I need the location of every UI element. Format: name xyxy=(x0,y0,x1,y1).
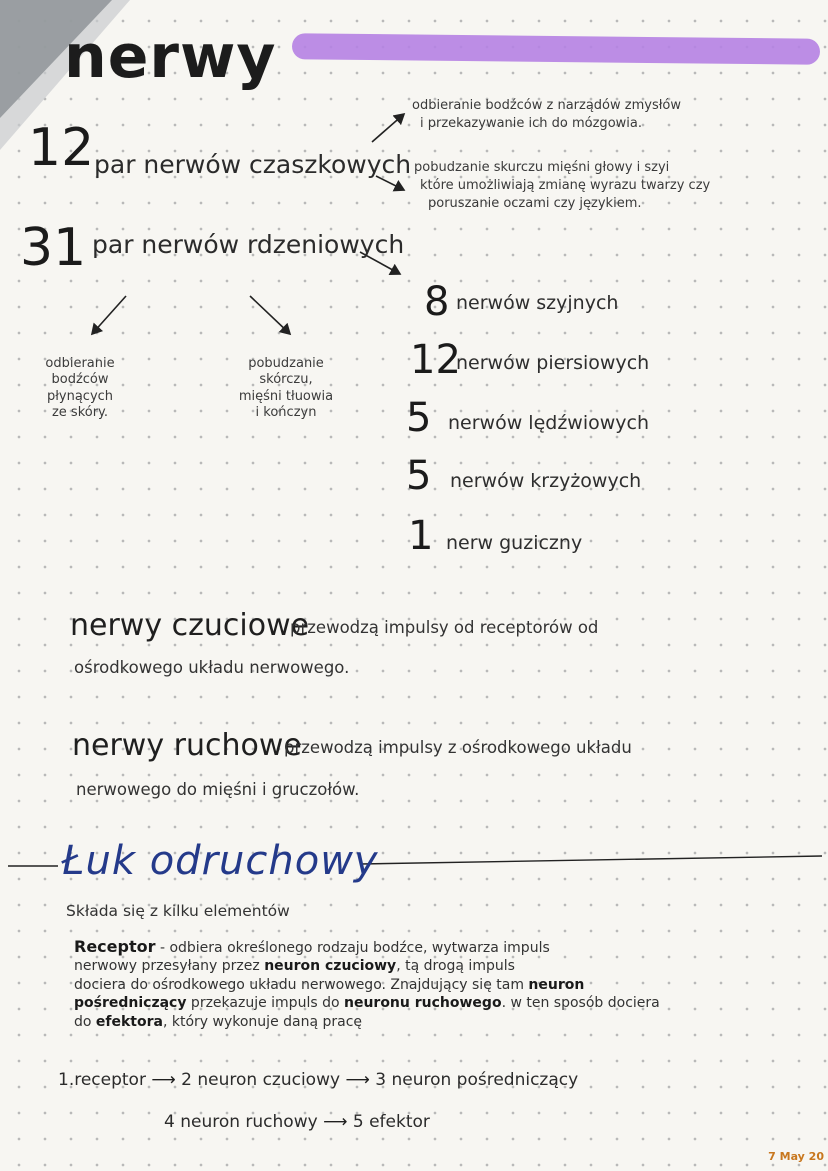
reflex-chain-row-2 xyxy=(164,1112,430,1132)
spinal-group-count-lumbar: 5 xyxy=(406,395,432,441)
reflex-para-text-7: do xyxy=(74,1013,96,1030)
chain-arrow-icon: ⟶ xyxy=(345,1070,370,1090)
date-watermark: 7 May 20 xyxy=(768,1150,824,1163)
spinal-left-note-line-3: płynących xyxy=(46,388,114,404)
reflex-para-text-4: dociera do ośrodkowego układu nerwowego. Znajdujący się tam xyxy=(74,976,529,993)
motor-nerves-term: nerwy ruchowe xyxy=(72,728,302,763)
spinal-group-count-sacral: 5 xyxy=(406,453,432,499)
reflex-para-line-2 xyxy=(74,957,794,975)
spinal-group-label-sacral: nerwów krzyżowych xyxy=(450,470,642,492)
reflex-para-text-3: , tą drogą impuls xyxy=(396,958,515,975)
chain-step-receptor: 1.receptor xyxy=(58,1070,146,1090)
term-inter-neuron: neuron xyxy=(528,976,585,993)
cranial-note-1-line-2: i przekazywanie ich do mózgowia. xyxy=(420,116,642,131)
spinal-left-note-line-1: odbieranie xyxy=(45,356,115,371)
cranial-note-2-line-2: które umożliwiają zmianę wyrazu twarzy czy xyxy=(420,178,711,193)
cranial-note-2-line-1: pobudzanie skurczu mięśni głowy i szyi xyxy=(414,160,670,175)
spinal-group-count-coccygeal: 1 xyxy=(408,513,434,559)
motor-nerves-text-line-1: przewodzą impulsy z ośrodkowego układu xyxy=(284,738,632,757)
term-effector: efektora xyxy=(95,1013,163,1030)
spinal-nerve-label: par nerwów rdzeniowych xyxy=(92,230,405,259)
chain-step-sensory-neuron: 2 neuron czuciowy xyxy=(181,1070,341,1090)
reflex-arc-paragraph xyxy=(74,936,794,1031)
term-motor-neuron: neuronu ruchowego xyxy=(343,995,502,1012)
cranial-note-1-line-1: odbieranie bodźców z narządów zmysłów xyxy=(412,98,682,113)
spinal-group-count-cervical: 8 xyxy=(424,279,450,325)
chain-step-inter-neuron: 3 neuron pośredniczący xyxy=(375,1070,579,1090)
reflex-para-text-6: . w ten sposób dociera xyxy=(501,995,660,1012)
reflex-chain-row-1 xyxy=(58,1070,578,1090)
page-title: nerwy xyxy=(64,22,277,92)
reflex-arc-intro: Składa się z kilku elementów xyxy=(66,902,290,920)
term-inter-neuron-2: pośredniczący xyxy=(74,995,187,1012)
spinal-right-note xyxy=(226,356,346,421)
chain-arrow-icon: ⟶ xyxy=(323,1112,348,1132)
spinal-group-count-thoracic: 12 xyxy=(410,337,461,383)
sensory-nerves-text-line-2: ośrodkowego układu nerwowego. xyxy=(74,658,350,677)
reflex-para-line-3 xyxy=(74,976,794,994)
spinal-left-note-line-2: bodźców xyxy=(51,372,109,388)
term-sensory-neuron: neuron czuciowy xyxy=(264,958,397,975)
spinal-left-note-line-4: ze skóry. xyxy=(51,404,109,420)
spinal-right-note-line-3: mięśni tłuowia xyxy=(238,388,334,404)
reflex-para-text-2: nerwowy przesyłany przez xyxy=(74,958,265,975)
reflex-para-line-1 xyxy=(74,936,794,957)
reflex-para-text-1: - odbiera określonego rodzaju bodźce, wytwarza impuls xyxy=(155,940,550,956)
sensory-nerves-term: nerwy czuciowe xyxy=(70,608,310,643)
chain-step-effector: 5 efektor xyxy=(352,1112,430,1132)
spinal-group-label-lumbar: nerwów lędźwiowych xyxy=(448,412,650,434)
motor-nerves-text-line-2: nerwowego do mięśni i gruczołów. xyxy=(76,780,360,799)
reflex-para-text-8: , który wykonuje daną pracę xyxy=(162,1013,363,1030)
spinal-group-label-cervical: nerwów szyjnych xyxy=(456,292,619,314)
term-receptor: Receptor xyxy=(74,937,156,956)
chain-arrow-icon: ⟶ xyxy=(151,1070,176,1090)
spinal-left-note xyxy=(30,356,130,421)
chain-step-motor-neuron: 4 neuron ruchowy xyxy=(164,1112,318,1132)
spinal-group-label-coccygeal: nerw guziczny xyxy=(446,532,583,554)
reflex-para-line-4 xyxy=(74,994,794,1012)
sensory-nerves-text-line-1: przewodzą impulsy od receptorów od xyxy=(290,618,599,637)
spinal-group-label-thoracic: nerwów piersiowych xyxy=(456,352,650,374)
spinal-right-note-line-1: pobudzanie xyxy=(248,356,324,371)
spinal-right-note-line-4: i kończyn xyxy=(255,404,317,420)
reflex-arc-title: Łuk odruchowy xyxy=(62,838,379,884)
cranial-nerve-label: par nerwów czaszkowych xyxy=(94,150,412,179)
reflex-para-line-5 xyxy=(74,1013,794,1031)
spinal-right-note-line-2: skórczu, xyxy=(259,372,313,388)
cranial-note-2-line-3: poruszanie oczami czy językiem. xyxy=(428,196,642,211)
reflex-para-text-5: przekazuje impuls do xyxy=(186,995,344,1012)
spinal-nerve-count: 31 xyxy=(20,218,87,278)
cranial-nerve-count: 12 xyxy=(28,118,95,178)
